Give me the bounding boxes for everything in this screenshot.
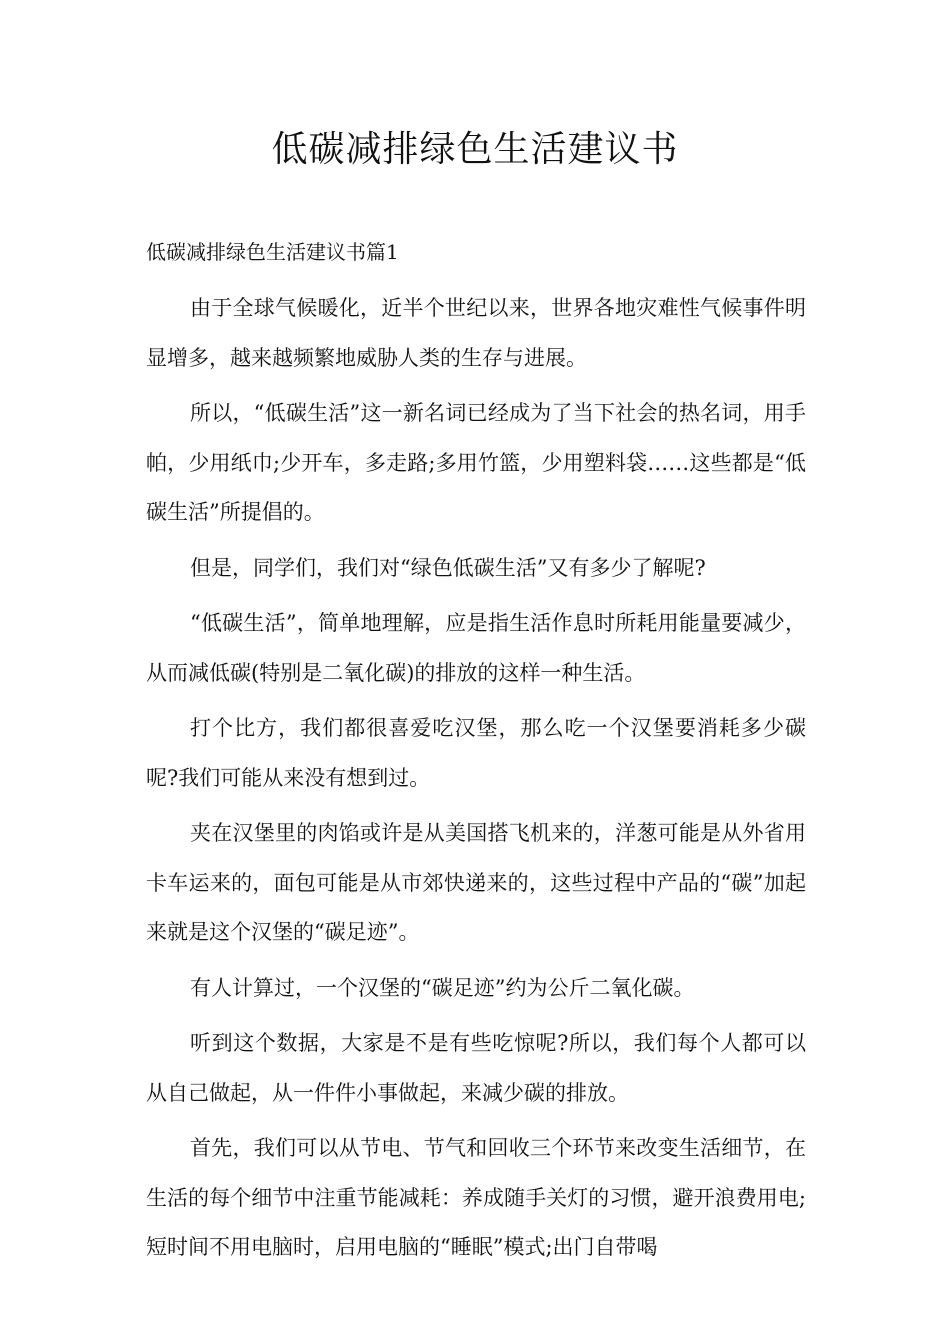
document-title: 低碳减排绿色生活建议书: [271, 129, 679, 170]
paragraph: 所以，“低碳生活”这一新名词已经成为了当下社会的热名词，用手帕，少用纸巾;少开车，多走路;多用竹篮，少用塑料袋……这些都是“低碳生活”所提倡的。: [146, 401, 806, 524]
document-body: [146, 284, 806, 1279]
paragraph: 听到这个数据，大家是不是有些吃惊呢?所以，我们每个人都可以从自己做起，从一件件小事做起，来减少碳的排放。: [146, 1031, 806, 1105]
paragraph: 有人计算过，一个汉堡的“碳足迹”约为公斤二氧化碳。: [190, 975, 695, 1000]
paragraph: 夹在汉堡里的肉馅或许是从美国搭飞机来的，洋葱可能是从外省用卡车运来的，面包可能是从市郊快递来的，这些过程中产品的“碳”加起来就是这个汉堡的“碳足迹”。: [146, 821, 806, 944]
paragraph: 由于全球气候暖化，近半个世纪以来，世界各地灾难性气候事件明显增多，越来越频繁地威胁人类的生存与进展。: [146, 296, 806, 370]
paragraph: 但是，同学们，我们对“绿色低碳生活”又有多少了解呢?: [190, 555, 706, 580]
paragraph: “低碳生活”，简单地理解，应是指生活作息时所耗用能量要减少，从而减低碳(特别是二氧化碳)的排放的这样一种生活。: [146, 611, 806, 685]
paragraph: 打个比方，我们都很喜爱吃汉堡，那么吃一个汉堡要消耗多少碳呢?我们可能从来没有想到过。: [146, 716, 806, 790]
paragraph: 首先，我们可以从节电、节气和回收三个环节来改变生活细节，在生活的每个细节中注重节能减耗：养成随手关灯的习惯，避开浪费用电;短时间不用电脑时，启用电脑的“睡眠”模式;出门自带喝: [146, 1136, 806, 1259]
section-heading: 低碳减排绿色生活建议书篇1: [146, 240, 399, 264]
